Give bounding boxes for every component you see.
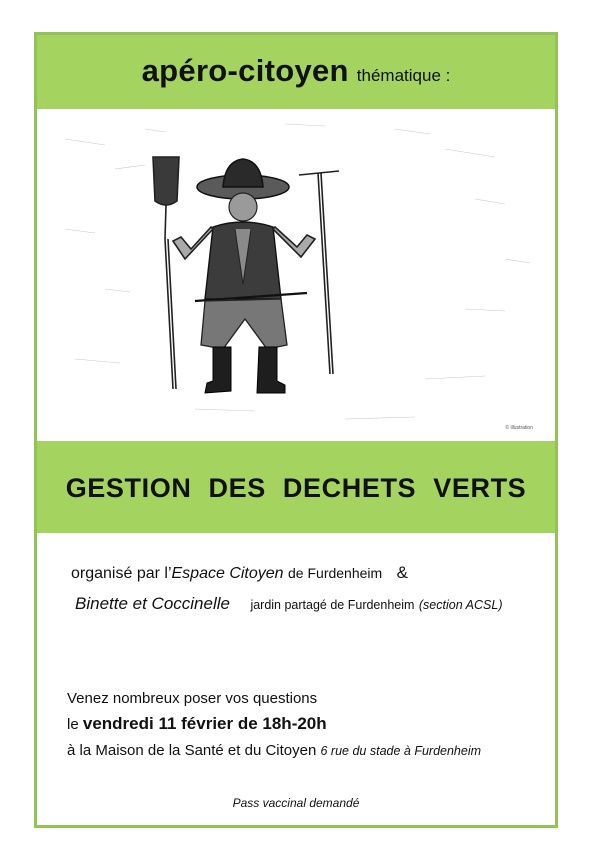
header-band: [37, 35, 555, 109]
partner-section: (section ACSL): [418, 598, 503, 612]
organizer-line-1: [71, 563, 408, 583]
gardener-sketch-icon: [45, 109, 547, 439]
organizer-prefix: organisé par l’: [71, 565, 172, 582]
invite-text: Venez nombreux poser vos questions: [67, 690, 318, 707]
title-sub: thématique :: [356, 66, 451, 85]
illustration-credit: © illustration: [505, 425, 533, 431]
event-place-line: [67, 742, 481, 759]
partner-name: Binette et Coccinelle: [75, 594, 230, 613]
headline: GESTION DES DECHETS VERTS: [65, 473, 527, 503]
partner-desc: jardin partagé de Furdenheim: [250, 598, 415, 612]
ampersand: &: [396, 563, 408, 582]
pass-note: Pass vaccinal demandé: [232, 796, 360, 810]
organizer-name: Espace Citoyen: [171, 565, 284, 582]
event-date: vendredi 11 février de 18h-20h: [82, 714, 327, 733]
event-address: 6 rue du stade à Furdenheim: [320, 744, 482, 758]
event-place: à la Maison de la Santé et du Citoyen: [67, 742, 317, 759]
organizer-line-2: [75, 594, 502, 614]
event-date-line: [67, 714, 327, 734]
date-prefix: le: [67, 716, 79, 733]
title-main: apéro-citoyen: [141, 53, 349, 88]
headline-band: [37, 441, 555, 533]
poster-frame: [34, 32, 558, 828]
organizer-suffix: de Furdenheim: [288, 565, 383, 581]
poster-title: [37, 53, 555, 89]
